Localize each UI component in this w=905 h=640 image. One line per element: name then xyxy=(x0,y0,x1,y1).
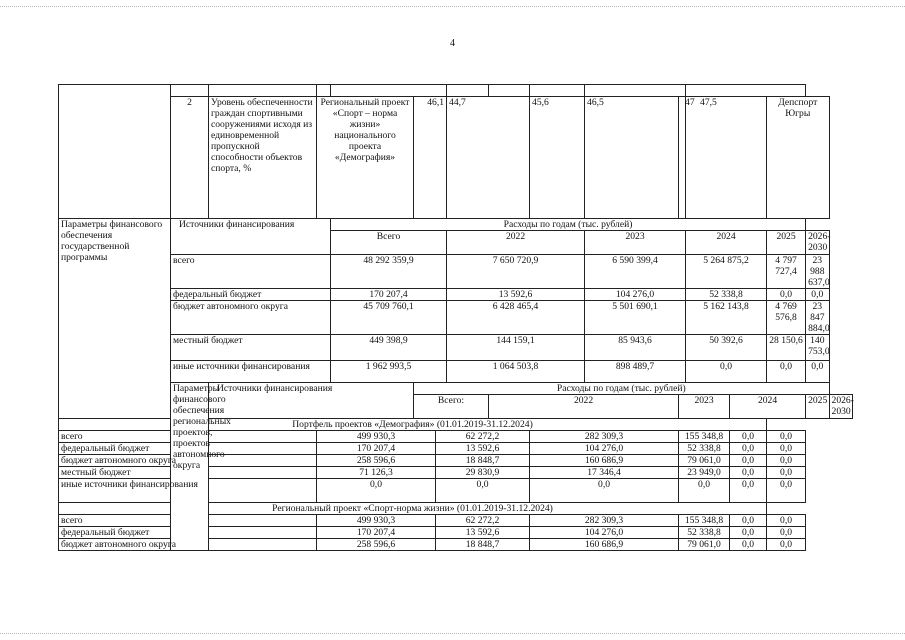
portfolio-cell: 23 949,0 xyxy=(679,467,730,479)
indicator-name: Уровень обеспеченности граждан спортивными сооружениями исходя из единовременной пропускной способности объектов спорта, % xyxy=(209,97,317,219)
fin1-cell: 48 292 359,9 xyxy=(331,255,447,289)
project-cell: 282 309,3 xyxy=(530,515,679,527)
fin1-cell: 6 428 465,4 xyxy=(447,301,585,335)
fin1-cell: 0,0 xyxy=(686,361,767,383)
fin1-cell: 13 592,6 xyxy=(447,289,585,301)
portfolio-cell: 29 830,9 xyxy=(436,467,530,479)
indicator-project: Региональный проект «Спорт – норма жизни» национального проекта «Демография» xyxy=(317,97,414,219)
portfolio-row-label: бюджет автономного округа xyxy=(59,455,317,467)
fin1-cell: 23 847 884,0 xyxy=(806,301,829,335)
fin1-cell: 140 753,0 xyxy=(806,335,829,361)
portfolio-cell: 170 207,4 xyxy=(317,443,436,455)
fin1-col-2023: 2023 xyxy=(585,231,686,255)
fin1-cell: 23 988 637,0 xyxy=(806,255,829,289)
page-number: 4 xyxy=(450,38,455,49)
indicator-responsible: Депспорт Югры xyxy=(767,97,830,219)
portfolio-cell: 0,0 xyxy=(767,443,806,455)
fin1-cell: 1 962 993,5 xyxy=(331,361,447,383)
portfolio-cell: 0,0 xyxy=(767,479,806,503)
portfolio-row-label: иные источники финансирования xyxy=(59,479,317,503)
portfolio-cell: 0,0 xyxy=(767,467,806,479)
portfolio-row-label: федеральный бюджет xyxy=(59,443,317,455)
fin1-cell: 50 392,6 xyxy=(686,335,767,361)
project-cell: 0,0 xyxy=(767,539,806,551)
indicator-value-5: 47 xyxy=(679,97,686,219)
project-row-label: федеральный бюджет xyxy=(59,527,317,539)
project-cell: 0,0 xyxy=(730,515,767,527)
portfolio-cell: 17 346,4 xyxy=(530,467,679,479)
fin1-col-2025: 2025 xyxy=(767,231,806,255)
project-cell: 170 207,4 xyxy=(317,527,436,539)
fin1-cell: 7 650 720,9 xyxy=(447,255,585,289)
project-cell: 13 592,6 xyxy=(436,527,530,539)
fin1-cell: 5 264 875,2 xyxy=(686,255,767,289)
program-passport-table xyxy=(58,84,853,551)
portfolio-cell: 160 686,9 xyxy=(530,455,679,467)
portfolio-cell: 0,0 xyxy=(730,431,767,443)
project-cell: 52 338,8 xyxy=(679,527,730,539)
fin1-cell: 170 207,4 xyxy=(331,289,447,301)
fin1-cell: 5 501 690,1 xyxy=(585,301,686,335)
fin1-cell: 4 797 727,4 xyxy=(767,255,806,289)
indicator-row xyxy=(59,97,853,219)
project-cell: 0,0 xyxy=(730,527,767,539)
indicator-number: 2 xyxy=(171,97,209,219)
fin1-row-label: федеральный бюджет xyxy=(171,289,331,301)
portfolio-cell: 0,0 xyxy=(530,479,679,503)
fin1-cell: 1 064 503,8 xyxy=(447,361,585,383)
portfolio-cell: 0,0 xyxy=(730,443,767,455)
portfolio-row-label: местный бюджет xyxy=(59,467,317,479)
project-cell: 0,0 xyxy=(767,515,806,527)
fin1-col-2024: 2024 xyxy=(686,231,767,255)
portfolio-cell: 0,0 xyxy=(767,455,806,467)
portfolio-row-label: всего xyxy=(59,431,317,443)
portfolio-title: Портфель проектов «Демография» (01.01.2019-31.12.2024) xyxy=(59,419,767,431)
fin1-row-label: всего xyxy=(171,255,331,289)
project-cell: 258 596,6 xyxy=(317,539,436,551)
indicator-value-2: 44,7 xyxy=(447,97,530,219)
portfolio-cell: 71 126,3 xyxy=(317,467,436,479)
scan-edge-top xyxy=(0,6,905,7)
fin1-row-label: бюджет автономного округа xyxy=(171,301,331,335)
project-cell: 18 848,7 xyxy=(436,539,530,551)
fin2-title: Параметры финансового обеспечения региональных проектов, проектов автономного округа xyxy=(171,383,209,551)
indicator-value-6: 47,5 xyxy=(686,97,767,219)
portfolio-cell: 52 338,8 xyxy=(679,443,730,455)
fin1-cell: 0,0 xyxy=(767,361,806,383)
fin1-cell: 28 150,6 xyxy=(767,335,806,361)
fin1-sources-header: Источники финансирования xyxy=(171,219,331,255)
project-cell: 160 686,9 xyxy=(530,539,679,551)
portfolio-cell: 0,0 xyxy=(436,479,530,503)
fin1-cell: 6 590 399,4 xyxy=(585,255,686,289)
project-cell: 0,0 xyxy=(767,527,806,539)
fin1-expenses-header: Расходы по годам (тыс. рублей) xyxy=(331,219,806,231)
fin1-title: Параметры финансового обеспечения государственной программы xyxy=(59,219,171,419)
fin1-cell: 144 159,1 xyxy=(447,335,585,361)
portfolio-cell: 0,0 xyxy=(730,467,767,479)
fin1-col-total: Всего xyxy=(331,231,447,255)
stub-row xyxy=(59,85,853,97)
portfolio-cell: 62 272,2 xyxy=(436,431,530,443)
fin1-cell: 0,0 xyxy=(767,289,806,301)
fin1-cell: 0,0 xyxy=(806,289,829,301)
project-cell: 104 276,0 xyxy=(530,527,679,539)
regional-project-title: Региональный проект «Спорт-норма жизни» (01.01.2019-31.12.2024) xyxy=(59,503,767,515)
project-cell: 62 272,2 xyxy=(436,515,530,527)
portfolio-cell: 0,0 xyxy=(767,431,806,443)
portfolio-cell: 0,0 xyxy=(730,479,767,503)
portfolio-cell: 258 596,6 xyxy=(317,455,436,467)
project-cell: 79 061,0 xyxy=(679,539,730,551)
fin1-col-2026-2030: 2026-2030 xyxy=(806,231,829,255)
fin2-col-2023: 2023 xyxy=(679,395,730,419)
fin2-col-total: Всего: xyxy=(414,395,489,419)
fin2-col-2026-2030: 2026-2030 xyxy=(829,395,852,419)
indicator-value-1: 46,1 xyxy=(414,97,447,219)
portfolio-cell: 13 592,6 xyxy=(436,443,530,455)
fin1-row-label: иные источники финансирования xyxy=(171,361,331,383)
portfolio-cell: 155 348,8 xyxy=(679,431,730,443)
fin2-expenses-header: Расходы по годам (тыс. рублей) xyxy=(414,383,830,395)
scan-edge-bottom xyxy=(0,633,905,634)
fin2-sources-header: Источники финансирования xyxy=(209,383,414,419)
portfolio-cell: 18 848,7 xyxy=(436,455,530,467)
portfolio-cell: 0,0 xyxy=(679,479,730,503)
project-row-label: всего xyxy=(59,515,317,527)
portfolio-cell: 499 930,3 xyxy=(317,431,436,443)
fin2-col-2025: 2025 xyxy=(806,395,829,419)
project-cell: 155 348,8 xyxy=(679,515,730,527)
fin2-col-2024: 2024 xyxy=(730,395,806,419)
project-cell: 0,0 xyxy=(730,539,767,551)
portfolio-cell: 282 309,3 xyxy=(530,431,679,443)
fin2-col-2022: 2022 xyxy=(489,395,679,419)
indicator-value-4: 46,5 xyxy=(585,97,679,219)
fin1-cell: 85 943,6 xyxy=(585,335,686,361)
project-cell: 499 930,3 xyxy=(317,515,436,527)
fin1-cell: 104 276,0 xyxy=(585,289,686,301)
project-row-label: бюджет автономного округа xyxy=(59,539,317,551)
portfolio-cell: 0,0 xyxy=(317,479,436,503)
portfolio-cell: 104 276,0 xyxy=(530,443,679,455)
fin1-cell: 5 162 143,8 xyxy=(686,301,767,335)
fin1-cell: 449 398,9 xyxy=(331,335,447,361)
fin1-cell: 45 709 760,1 xyxy=(331,301,447,335)
fin1-cell: 0,0 xyxy=(806,361,829,383)
fin1-cell: 898 489,7 xyxy=(585,361,686,383)
fin1-row-label: местный бюджет xyxy=(171,335,331,361)
indicator-value-3: 45,6 xyxy=(530,97,585,219)
portfolio-cell: 0,0 xyxy=(730,455,767,467)
left-label-cell xyxy=(59,85,171,219)
portfolio-cell: 79 061,0 xyxy=(679,455,730,467)
fin1-col-2022: 2022 xyxy=(447,231,585,255)
fin1-cell: 4 769 576,8 xyxy=(767,301,806,335)
fin1-cell: 52 338,8 xyxy=(686,289,767,301)
